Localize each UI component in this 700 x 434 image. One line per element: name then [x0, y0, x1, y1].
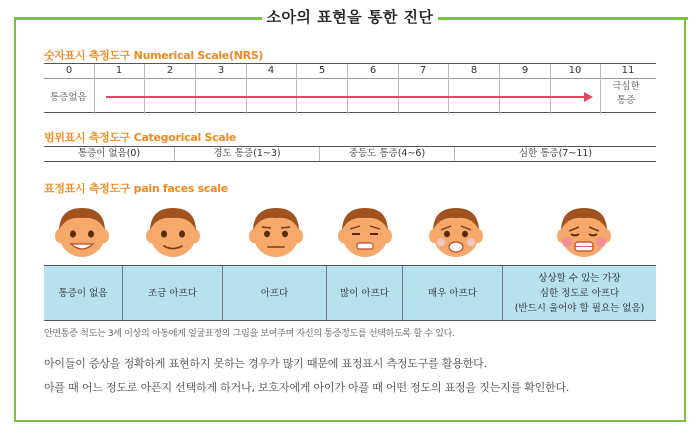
nrs-high-label-line2: 통증 [616, 95, 636, 106]
arrow-right-icon [584, 92, 593, 102]
nrs-divider [246, 64, 247, 114]
nrs-number: 2 [166, 65, 174, 76]
face-label: 조금 아프다 [122, 266, 222, 320]
nrs-number: 11 [621, 65, 635, 76]
nrs-number: 0 [65, 65, 73, 76]
nrs-divider [144, 64, 145, 114]
face-label: 많이 아프다 [326, 266, 402, 320]
pain-arrow-line [106, 96, 588, 98]
nrs-divider [448, 64, 449, 114]
face-worst-pain-icon [554, 200, 614, 262]
categorical-table [44, 146, 656, 162]
nrs-divider [195, 64, 196, 114]
face-label-worst-line3: (반드시 울어야 할 필요는 없음) [514, 302, 645, 314]
nrs-divider [347, 64, 348, 114]
nrs-table [44, 63, 656, 113]
nrs-number: 8 [470, 65, 478, 76]
face-label-worst-line2: 심한 정도로 아프다 [539, 287, 620, 299]
page-title: 소아의 표현을 통한 진단 [266, 8, 434, 26]
nrs-number: 4 [267, 65, 275, 76]
frame-top-line-left [14, 17, 262, 20]
nrs-number: 1 [115, 65, 123, 76]
face-label: 매우 아프다 [402, 266, 502, 320]
nrs-number: 6 [369, 65, 377, 76]
nrs-number: 7 [419, 65, 427, 76]
face-much-pain-icon [335, 200, 395, 262]
categorical-cell: 경도 통증(1~3) [174, 147, 319, 161]
faces-section-title: 표정표시 측정도구 pain faces scale [44, 182, 228, 195]
body-paragraph: 아이들이 증상을 정확하게 표현하지 못하는 경우가 많기 때문에 표정표시 측정도구를 활용한다. [44, 357, 487, 370]
faces-label-band [44, 265, 656, 321]
nrs-section-title: 숫자표시 측정도구 Numerical Scale(NRS) [44, 49, 264, 62]
face-pain-icon [246, 200, 306, 262]
face-little-pain-icon [143, 200, 203, 262]
categorical-cell: 통증이 없음(0) [77, 148, 141, 159]
face-label-worst-line1: 상상할 수 있는 가장 [538, 272, 621, 284]
categorical-section-title: 범위표시 측정도구 Categorical Scale [44, 131, 237, 144]
nrs-number: 10 [568, 65, 582, 76]
face-label: 아프다 [222, 266, 326, 320]
nrs-divider [94, 64, 95, 114]
categorical-cell: 중등도 통증(4~6) [319, 147, 454, 161]
face-no-pain-icon [52, 200, 112, 262]
categorical-cell: 심한 통증(7~11) [454, 147, 656, 161]
face-label: 통증이 없음 [58, 287, 108, 299]
nrs-divider [499, 64, 500, 114]
nrs-number: 3 [217, 65, 225, 76]
nrs-high-label [597, 80, 655, 108]
nrs-high-label-line1: 극심한 [612, 81, 640, 92]
frame-top-line-right [438, 17, 688, 20]
face-severe-pain-icon [426, 200, 486, 262]
nrs-divider [296, 64, 297, 114]
nrs-low-label: 통증없음 [50, 92, 87, 103]
nrs-divider [398, 64, 399, 114]
nrs-number: 9 [521, 65, 529, 76]
face-label-worst [502, 266, 656, 320]
body-paragraph: 아플 때 어느 정도로 아픈지 선택하게 하거나, 보호자에게 아이가 아플 때 어떤 정도의 표정을 짓는지를 확인한다. [44, 381, 570, 394]
nrs-divider [550, 64, 551, 114]
faces-note: 안면통증 척도는 3세 이상의 아동에게 얼굴표정의 그림을 보여주며 자신의 통증정도를 선택하도록 할 수 있다. [44, 329, 455, 339]
nrs-number: 5 [318, 65, 326, 76]
